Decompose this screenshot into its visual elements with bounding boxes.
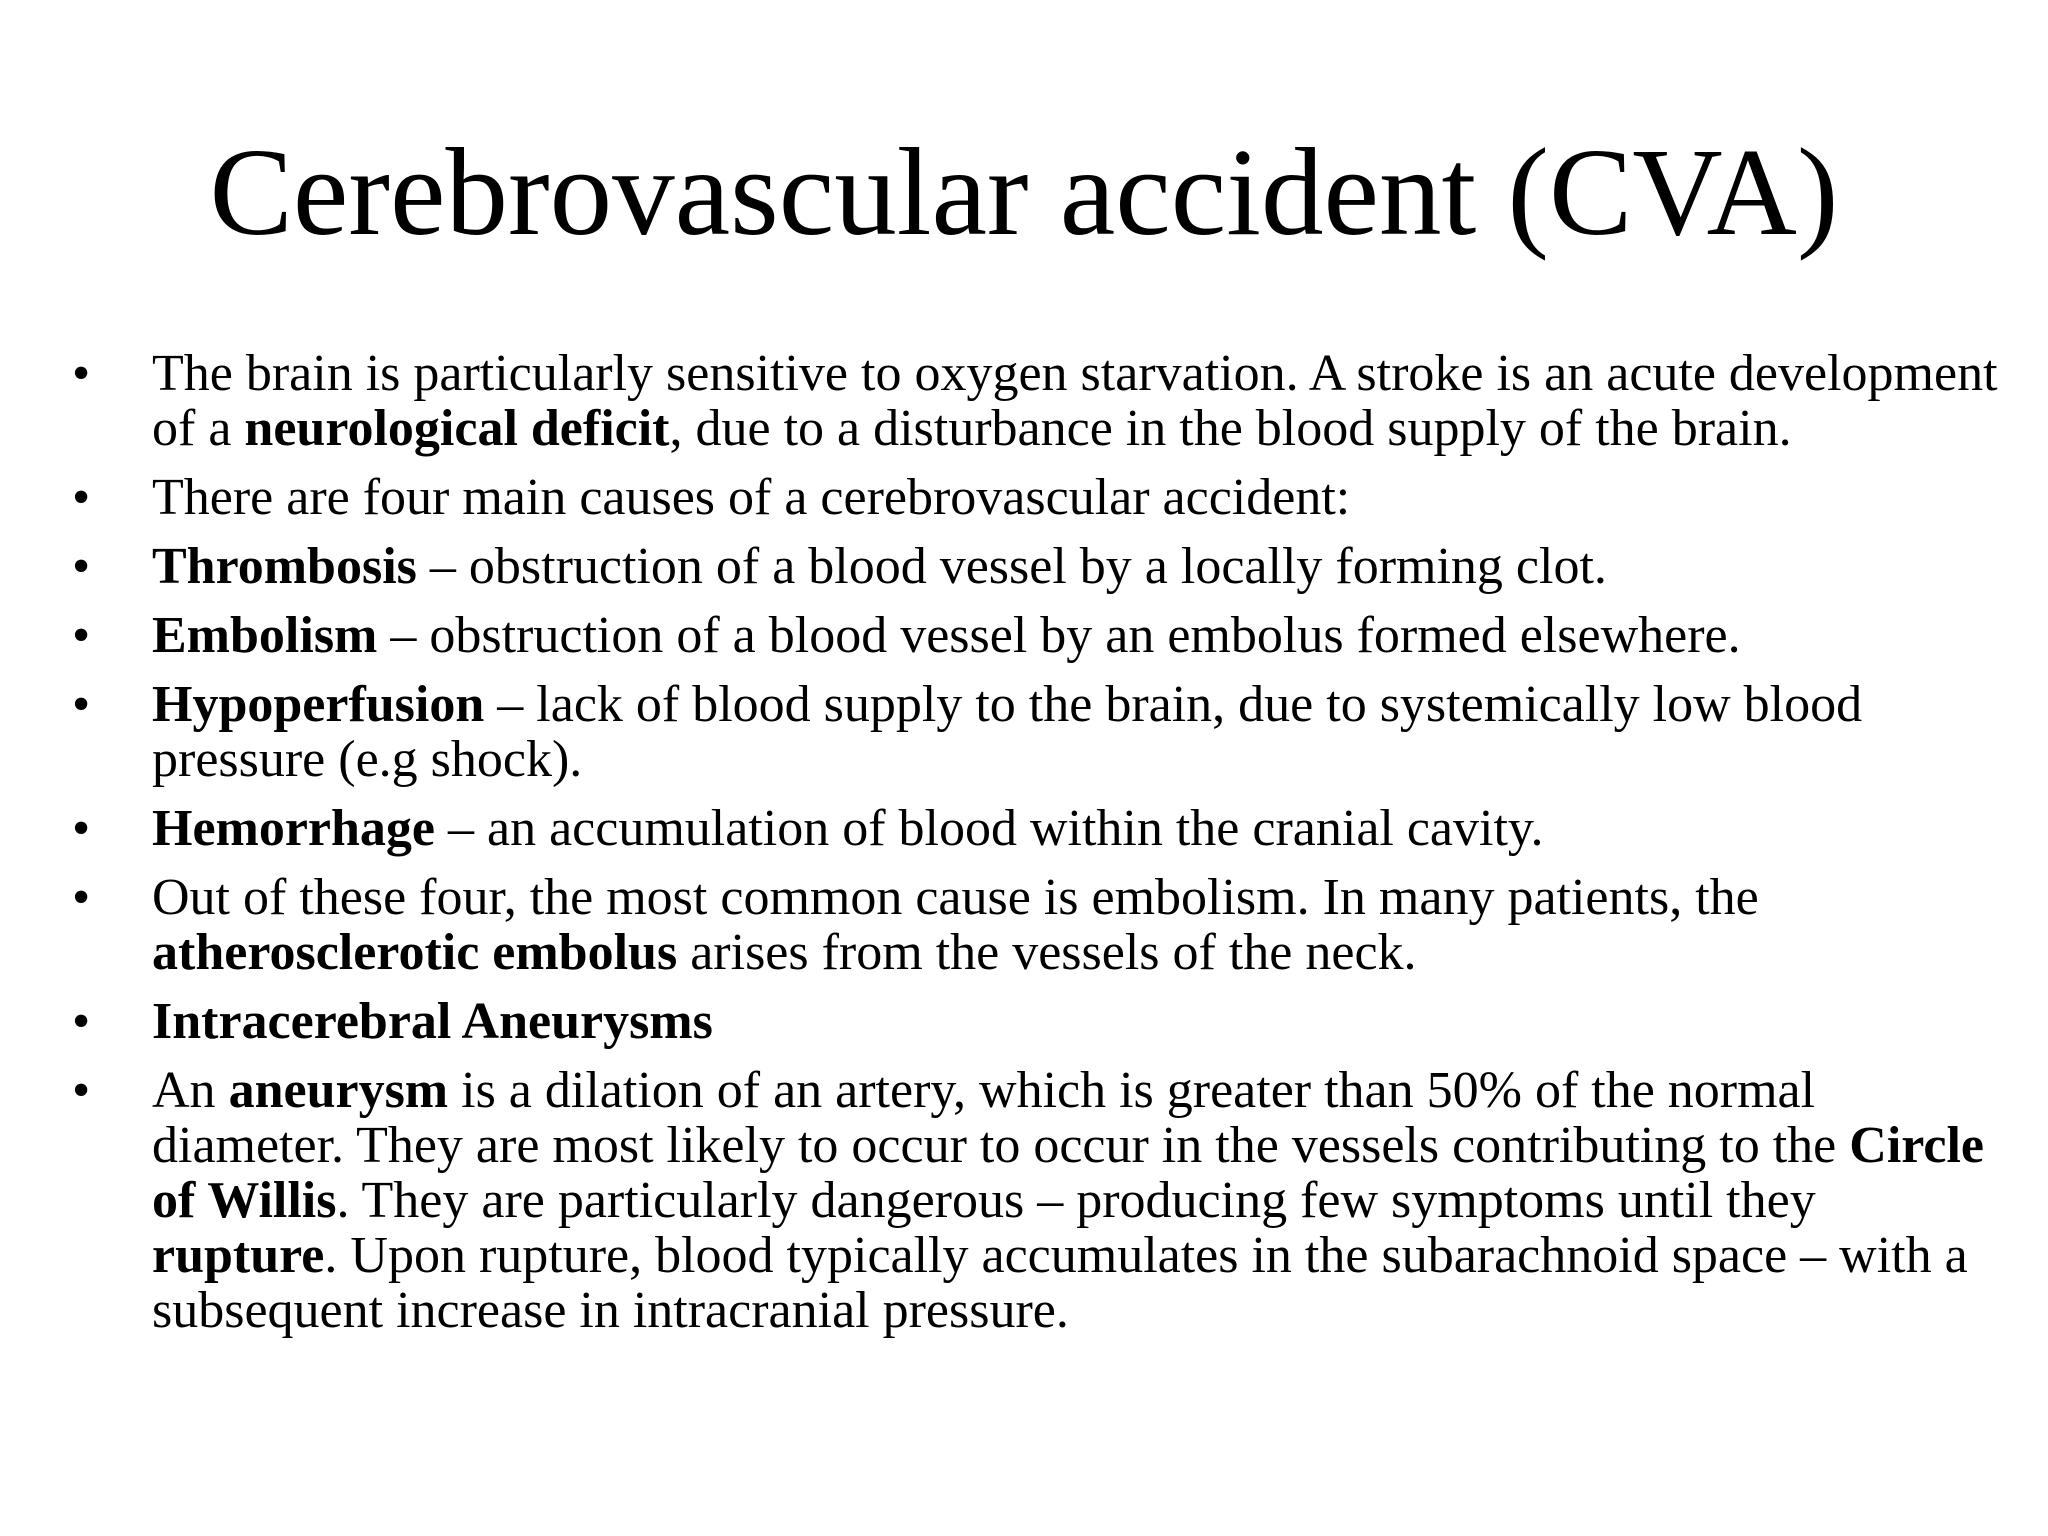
bullet-item-hemorrhage xyxy=(72,801,2012,856)
bullet-text: There are four main causes of a cerebrovascular accident: xyxy=(152,469,1351,526)
bullet-marker: • xyxy=(72,469,91,526)
bold-term: Circle of Willis xyxy=(152,1117,1985,1229)
bullet-text: – obstruction of a blood vessel by an embolus formed elsewhere. xyxy=(377,607,1741,664)
bullet-text: . Upon rupture, blood typically accumulates in the subarachnoid space – with a subsequent increase in intracranial pressure. xyxy=(152,1227,1968,1339)
bullet-text: The brain is particularly sensitive to oxygen starvation. A stroke is an acute development of a xyxy=(152,345,1998,457)
bullet-text: – lack of blood supply to the brain, due to systemically low blood pressure (e.g shock). xyxy=(152,676,1863,788)
bullet-text: arises from the vessels of the neck. xyxy=(677,924,1417,981)
bullet-marker: • xyxy=(72,1062,91,1119)
bullet-item-hypoperfusion xyxy=(72,677,2012,787)
bullet-text: Out of these four, the most common cause is embolism. In many patients, the xyxy=(152,869,1759,926)
slide-title: Cerebrovascular accident (CVA) xyxy=(209,124,1839,262)
bullet-marker: • xyxy=(72,869,91,926)
bold-term: Thrombosis xyxy=(152,538,417,595)
bullet-text: , due to a disturbance in the blood supply of the brain. xyxy=(669,400,1792,457)
bullet-item-embolism xyxy=(72,608,2012,663)
bullet-text: is a dilation of an artery, which is greater than 50% of the normal diameter. They are most likely to occur to occur in the vessels contributing to the xyxy=(152,1062,1850,1174)
bullet-item-thrombosis xyxy=(72,539,2012,594)
bullet-item-stroke-definition xyxy=(72,346,2012,456)
bold-term: atherosclerotic embolus xyxy=(152,924,678,981)
bold-term: rupture xyxy=(152,1227,325,1284)
bullet-item-aneurysms-heading xyxy=(72,994,2012,1049)
bullet-item-aneurysm-definition xyxy=(72,1063,2012,1338)
bullet-item-four-causes xyxy=(72,470,2012,525)
bullet-list xyxy=(72,346,2012,1352)
bullet-text: . They are particularly dangerous – producing few symptoms until they xyxy=(336,1172,1816,1229)
bullet-text: – obstruction of a blood vessel by a locally forming clot. xyxy=(416,538,1607,595)
bold-term: neurological deficit xyxy=(244,400,670,457)
bullet-marker: • xyxy=(72,993,91,1050)
bold-term: Embolism xyxy=(152,607,378,664)
bold-term: Hypoperfusion xyxy=(152,676,485,733)
bullet-item-most-common-cause xyxy=(72,870,2012,980)
bullet-marker: • xyxy=(72,676,91,733)
bullet-text: An xyxy=(152,1062,229,1119)
bullet-text: – an accumulation of blood within the cranial cavity. xyxy=(435,800,1544,857)
bullet-marker: • xyxy=(72,800,91,857)
bullet-marker: • xyxy=(72,538,91,595)
bold-term: Intracerebral Aneurysms xyxy=(152,993,713,1050)
bullet-marker: • xyxy=(72,607,91,664)
bold-term: Hemorrhage xyxy=(152,800,436,857)
bold-term: aneurysm xyxy=(228,1062,449,1119)
bullet-marker: • xyxy=(72,345,91,402)
